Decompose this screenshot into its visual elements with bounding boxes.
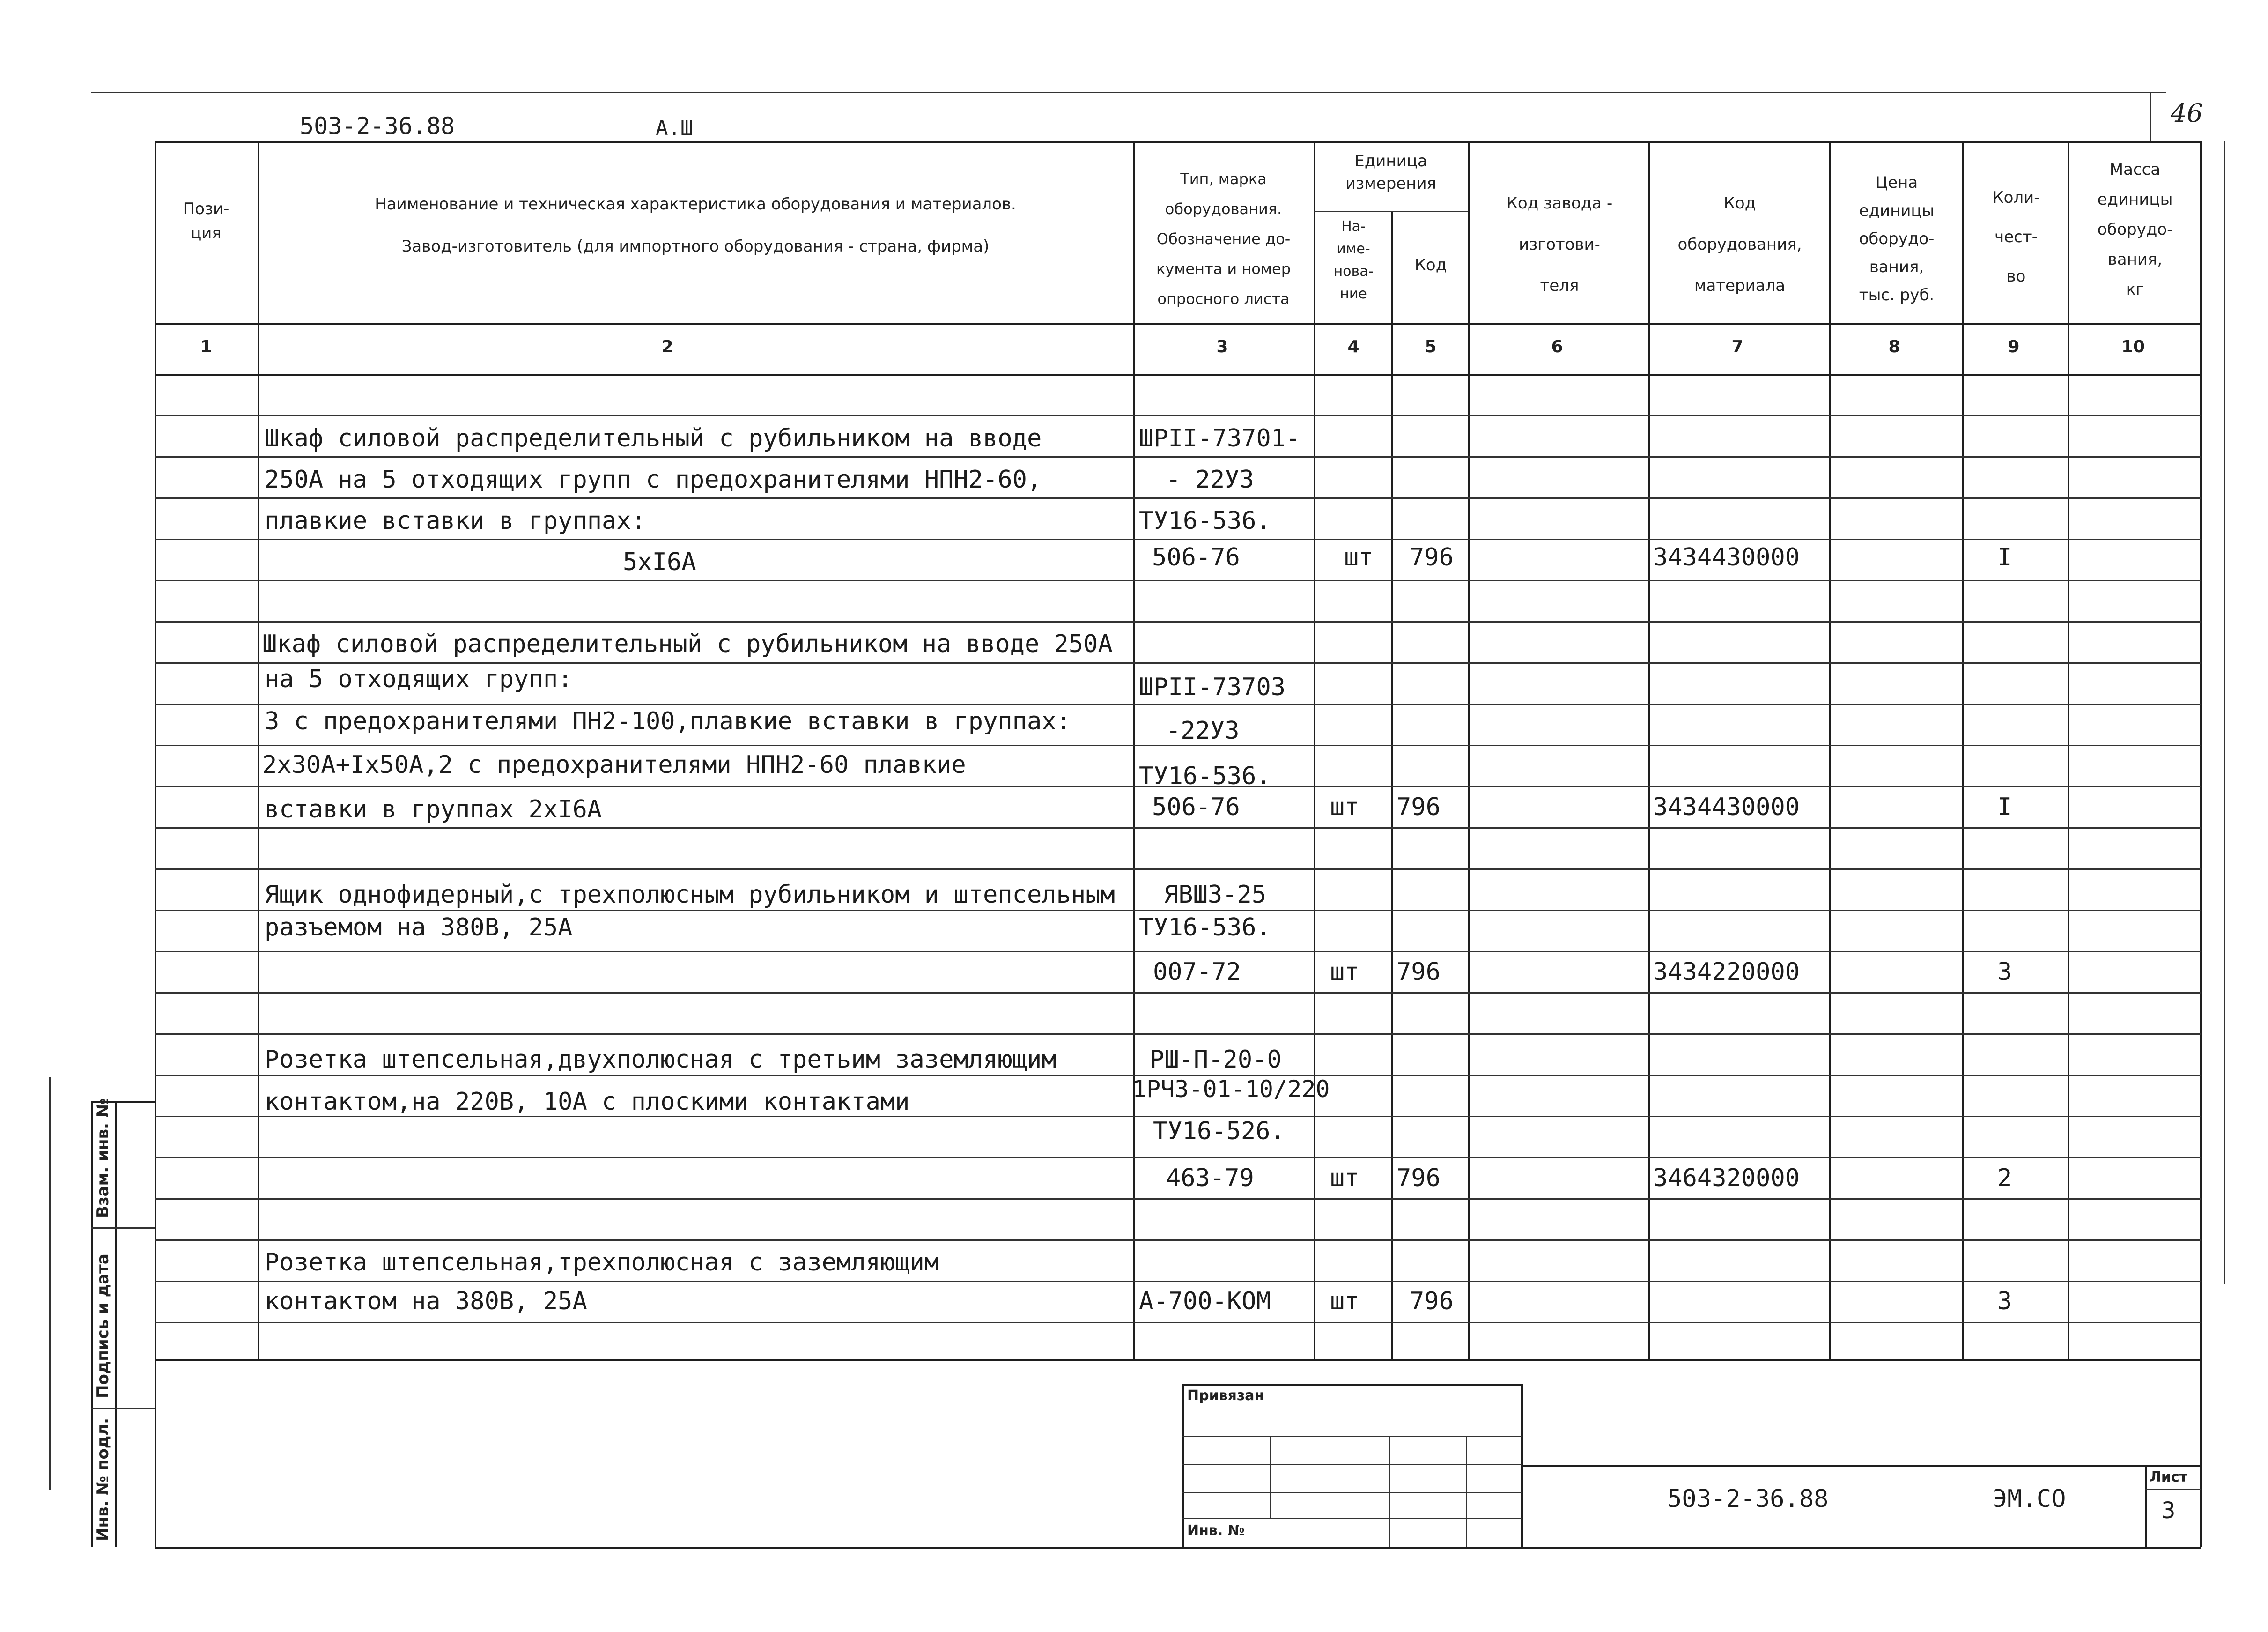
page-number-top: 46 <box>2171 98 2203 128</box>
item-name: Ящик однофидерный,с трехполюсным рубильником и штепсельным <box>265 881 1115 909</box>
column-number: 10 <box>2121 337 2145 356</box>
title-inv-no: Инв. № <box>1187 1522 1245 1539</box>
header-unit-name: На- име- нова- ние <box>1333 218 1374 302</box>
item-type: -22УЗ <box>1166 717 1240 745</box>
item-name: контактом на 380В, 25А <box>265 1287 587 1315</box>
item-type: 007-72 <box>1153 958 1241 986</box>
item-name: 250А на 5 отходящих групп с предохранителями НПН2-60, <box>265 466 1042 494</box>
item-type: ШРII-73703 <box>1139 673 1286 701</box>
item-name: контактом,на 220В, 10А с плоскими контактами <box>265 1088 910 1116</box>
sheet-number: 3 <box>2161 1498 2176 1524</box>
column-number: 9 <box>2008 337 2020 356</box>
item-type: ТУ16-526. <box>1153 1117 1285 1145</box>
column-number: 3 <box>1216 337 1228 356</box>
item-unit-code: 796 <box>1410 1287 1454 1315</box>
header-maker-code: Код завода - изготови- теля <box>1506 194 1613 295</box>
column-number: 8 <box>1888 337 1900 356</box>
item-type: ШРII-73701- <box>1139 424 1300 453</box>
item-name: Шкаф силовой распределительный с рубильником на вводе 250А <box>262 630 1113 658</box>
item-name: вставки в группах 2хI6А <box>265 795 602 823</box>
item-type: ТУ16-536. <box>1139 507 1271 535</box>
header-quantity: Коли- чест- во <box>1992 188 2040 286</box>
item-quantity: I <box>1997 793 2012 821</box>
item-unit: шт <box>1330 1164 1359 1192</box>
item-unit-code: 796 <box>1396 1164 1441 1192</box>
header-unit-group: Единица измерения <box>1345 152 1437 193</box>
header-name-line1: Наименование и техническая характеристика оборудования и материалов. <box>375 195 1016 214</box>
item-name: 2х30А+Iх50А,2 с предохранителями НПН2-60 плавкие <box>262 751 966 779</box>
item-quantity: I <box>1997 543 2012 571</box>
item-name: Шкаф силовой распределительный с рубильником на вводе <box>265 424 1042 453</box>
title-doc-code: 503-2-36.88 <box>1667 1485 1829 1513</box>
item-equipment-code: 3434220000 <box>1653 958 1800 986</box>
column-number: 1 <box>200 337 212 356</box>
stamp-replace-inv: Взам. инв. № <box>94 1098 112 1218</box>
item-unit-code: 796 <box>1396 958 1441 986</box>
item-quantity: 2 <box>1997 1164 2012 1192</box>
item-type: А-700-КОМ <box>1139 1287 1271 1315</box>
item-equipment-code: 3434430000 <box>1653 543 1800 571</box>
header-name-line2: Завод-изготовитель (для импортного оборудования - страна, фирма) <box>401 237 990 256</box>
column-number: 4 <box>1347 337 1359 356</box>
item-type: ЯВШЗ-25 <box>1164 881 1267 909</box>
item-unit-code: 796 <box>1410 543 1454 571</box>
format-label: А.Ш <box>656 116 693 140</box>
header-type: Тип, марка оборудования. Обозначение до- кумента и номер опросного листа <box>1156 170 1291 308</box>
header-mass: Масса единицы оборудо- вания, кг <box>2097 160 2173 299</box>
column-number: 7 <box>1731 337 1743 356</box>
sheet-label: Лист <box>2150 1469 2188 1485</box>
item-type: 463-79 <box>1166 1164 1254 1192</box>
item-type: ТУ16-536. <box>1139 762 1271 790</box>
item-name: 5хI6А <box>623 548 696 576</box>
stamp-sign-date: Подпись и дата <box>94 1254 112 1398</box>
item-unit: шт <box>1330 958 1359 986</box>
column-number: 2 <box>661 337 673 356</box>
item-name: Розетка штепсельная,двухполюсная с третьим заземляющим <box>265 1046 1056 1074</box>
item-type: 506-76 <box>1152 793 1240 821</box>
doc-code-top: 503-2-36.88 <box>300 112 455 140</box>
header-position: Пози- ция <box>183 200 229 243</box>
title-mark: ЭМ.СО <box>1993 1485 2066 1513</box>
item-type: ТУ16-536. <box>1139 913 1271 942</box>
item-type: - 22УЗ <box>1166 466 1254 494</box>
column-number: 5 <box>1425 337 1437 356</box>
item-name: разъемом на 380В, 25А <box>265 913 573 942</box>
header-price: Цена единицы оборудо- вания, тыс. руб. <box>1859 173 1935 304</box>
item-quantity: 3 <box>1997 958 2012 986</box>
bound-label: Привязан <box>1187 1387 1264 1404</box>
header-unit-code: Код <box>1414 256 1447 274</box>
item-type: РШ-П-20-0 <box>1150 1046 1282 1074</box>
column-number: 6 <box>1551 337 1563 356</box>
item-type: 1РЧЗ-01-10/220 <box>1132 1076 1330 1103</box>
header-equipment-code: Код оборудования, материала <box>1677 194 1802 295</box>
item-unit: шт <box>1344 543 1374 571</box>
item-unit: шт <box>1330 793 1359 821</box>
item-name: плавкие вставки в группах: <box>265 507 646 535</box>
stamp-inv-no: Инв. № подл. <box>94 1417 112 1541</box>
item-name: 3 с предохранителями ПН2-100,плавкие вставки в группах: <box>265 707 1071 735</box>
item-unit: шт <box>1330 1287 1359 1315</box>
item-quantity: 3 <box>1997 1287 2012 1315</box>
item-equipment-code: 3464320000 <box>1653 1164 1800 1192</box>
item-name: Розетка штепсельная,трехполюсная с заземляющим <box>265 1248 939 1276</box>
item-name: на 5 отходящих групп: <box>265 665 573 693</box>
item-unit-code: 796 <box>1396 793 1441 821</box>
item-equipment-code: 3434430000 <box>1653 793 1800 821</box>
item-type: 506-76 <box>1152 543 1240 571</box>
